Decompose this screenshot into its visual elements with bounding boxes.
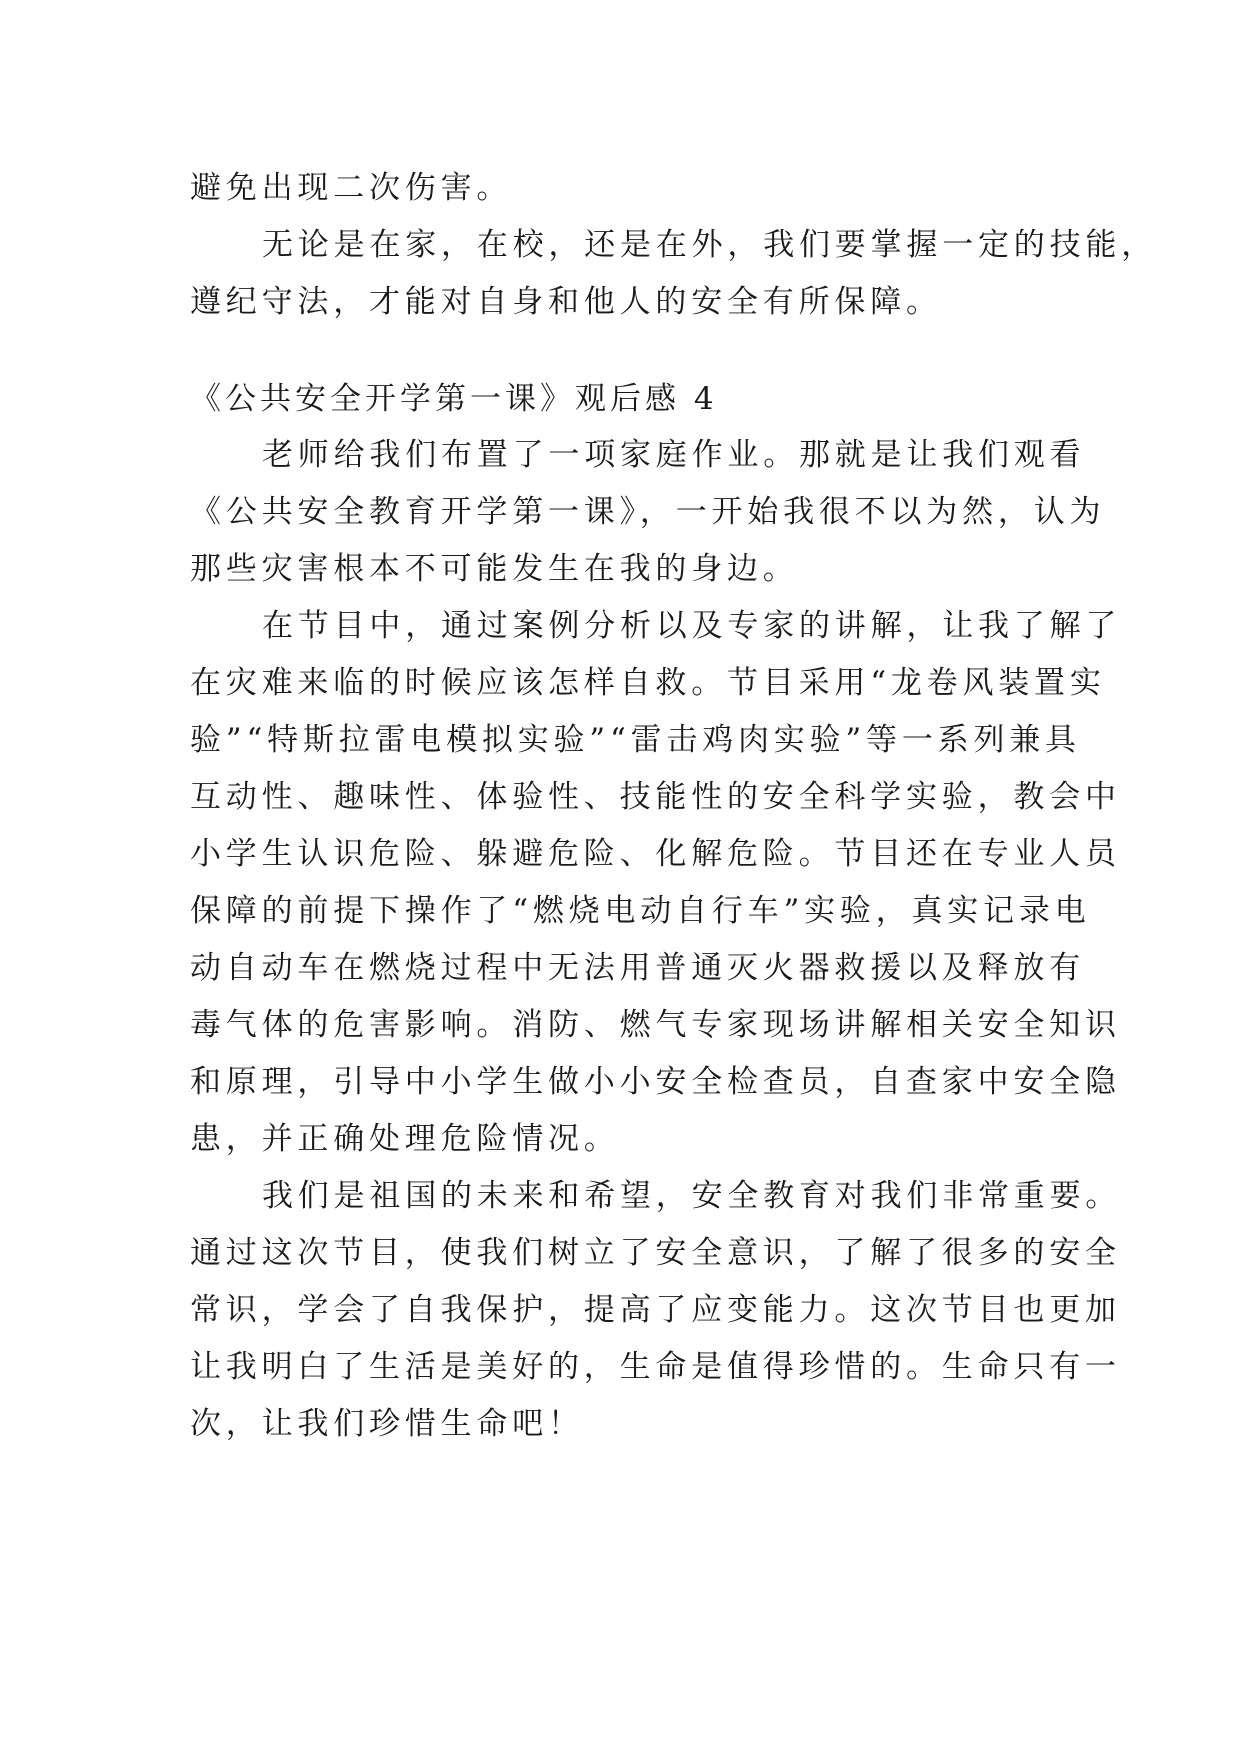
text-line: 次，让我们珍惜生命吧！ — [190, 1406, 584, 1442]
text-line: 小学生认识危险、躲避危险、化解危险。节目还在专业人员 — [190, 836, 1121, 872]
text-line: 患，并正确处理危险情况。 — [190, 1121, 620, 1157]
text-line: 在节目中，通过案例分析以及专家的讲解，让我了解了 — [262, 608, 1122, 644]
text-line: 让我明白了生活是美好的，生命是值得珍惜的。生命只有一 — [190, 1349, 1121, 1385]
text-line: 常识，学会了自我保护，提高了应变能力。这次节目也更加 — [190, 1292, 1121, 1328]
text-line: 我们是祖国的未来和希望，安全教育对我们非常重要。 — [262, 1178, 1122, 1214]
text-line: 在灾难来临的时候应该怎样自救。节目采用“龙卷风装置实 — [190, 665, 1106, 701]
text-line: 遵纪守法，才能对自身和他人的安全有所保障。 — [190, 284, 942, 320]
text-line: 老师给我们布置了一项家庭作业。那就是让我们观看 — [262, 437, 1086, 473]
text-line: 避免出现二次伤害。 — [190, 170, 513, 206]
text-line: 《公共安全教育开学第一课》，一开始我很不以为然，认为 — [190, 494, 1106, 530]
paragraph-3 — [190, 1168, 1122, 1453]
paragraph-2 — [190, 598, 1122, 1168]
section-title: 《公共安全开学第一课》观后感 4 — [190, 381, 718, 417]
text-line: 保障的前提下操作了“燃烧电动自行车”实验，真实记录电 — [190, 893, 1091, 929]
text-line: 和原理，引导中小学生做小小安全检查员，自查家中安全隐 — [190, 1064, 1121, 1100]
text-line: 毒气体的危害影响。消防、燃气专家现场讲解相关安全知识 — [190, 1007, 1121, 1043]
paragraph-continuation — [190, 160, 1065, 217]
section-gap — [190, 331, 1065, 371]
text-line: 无论是在家，在校，还是在外，我们要掌握一定的技能， — [262, 227, 1157, 263]
text-line: 互动性、趣味性、体验性、技能性的安全科学实验，教会中 — [190, 779, 1121, 815]
text-line: 验”“特斯拉雷电模拟实验”“雷击鸡肉实验”等一系列兼具 — [190, 722, 1081, 758]
paragraph-1 — [190, 427, 1106, 598]
text-line: 通过这次节目，使我们树立了安全意识，了解了很多的安全 — [190, 1235, 1121, 1271]
text-line: 那些灾害根本不可能发生在我的身边。 — [190, 551, 799, 587]
document-body — [190, 160, 1157, 1453]
text-line: 动自动车在燃烧过程中无法用普通灭火器救援以及释放有 — [190, 950, 1085, 986]
paragraph-conclusion — [190, 217, 1157, 331]
